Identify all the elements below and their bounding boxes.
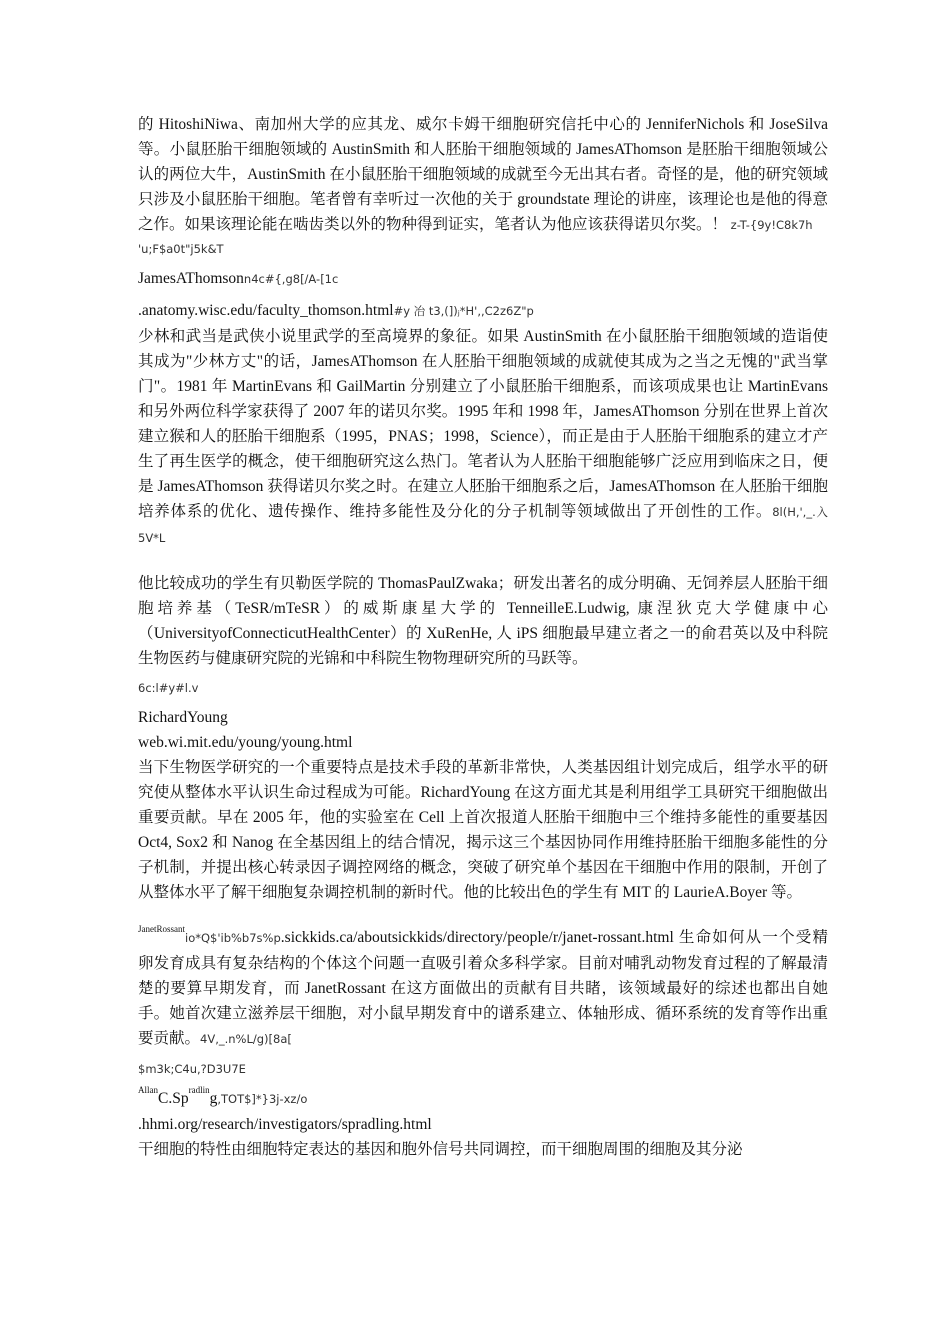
document-page [138,112,828,1162]
noise-line: 'u;F$a0t"j5k&T [138,242,224,256]
url-link[interactable]: .anatomy.wisc.edu/faculty_thomson.html [138,302,394,319]
noise-line: 6c:l#y#l.v [138,681,199,695]
name-fragment: C.Sp [158,1090,189,1107]
name-fragment: radlin [188,1085,210,1095]
spradling-name-line [138,1086,828,1112]
paragraph-thomson [138,324,828,551]
paragraph-niwa [138,112,828,238]
name-fragment: Allan [138,1085,158,1095]
paragraph-text: 的 HitoshiNiwa、南加州大学的应其龙、威尔卡姆干细胞研究信托中心的 JenniferNichols 和 JoseSilva 等。小鼠胚胎干细胞领域的 AustinSmith 和人胚胎干细胞领域的 JamesAThomson 是胚胎干细胞领域公认的两位大牛，AustinSmith 在小鼠胚胎干细胞领域的成就至今无出其右者。奇怪的是，他的研究领域只涉及小鼠胚胎干细胞。笔者曾有幸听过一次他的关于 groundstate 理论的讲座，该理论也是他的得意之作。如果该理论能在啮齿类以外的物种得到证实，笔者认为他应该获得诺贝尔奖。！ [138,116,828,233]
thomson-name-line [138,266,828,292]
noise-text: 4V,_.n%L/g)[8a[ [200,1032,292,1046]
noise-line: $m3k;C4u,?D3U7E [138,1062,246,1076]
noise-text: z-T-{9y!C8k7h [727,218,813,232]
noise-text: n4c#{,g8[/A-[1c [243,272,339,286]
name-fragment: g [209,1090,218,1107]
url-link[interactable]: .sickkids.ca/aboutsickkids/directory/people/r/janet-rossant.html [280,929,674,946]
spradling-url-line[interactable]: .hhmi.org/research/investigators/spradling.html [138,1116,432,1133]
paragraph-rossant [138,925,828,1052]
paragraph-text: 少林和武当是武侠小说里武学的至高境界的象征。如果 AustinSmith 在小鼠胚胎干细胞领域的造诣使其成为"少林方丈"的话，JamesAThomson 在人胚胎干细胞领域的成就使其成为之当之无愧的"武当掌门"。1981 年 MartinEvans 和 GailMartin 分别建立了小鼠胚胎干细胞系，而该项成果也让 MartinEvans 和另外两位科学家获得了 2007 年的诺贝尔奖。1995 年和 1998 年，JamesAThomson 分别在世界上首次建立猴和人的胚胎干细胞系（1995，PNAS；1998，Science），而正是由于人胚胎干细胞系的建立才产生了再生医学的概念，使干细胞研究这么热门。笔者认为人胚胎干细胞能够广泛应用到临床之日，便是 JamesAThomson 获得诺贝尔奖之时。在建立人胚胎干细胞系之后，JamesAThomson 在人胚胎干细胞培养体系的优化、遗传操作、维持多能性及分化的分子机制等领域做出了开创性的工作。 [138,328,828,520]
person-name: JamesAThomson [138,270,244,287]
noise-text: ,TOT$]*}3j-xz/o [217,1092,308,1106]
paragraph-students: 他比较成功的学生有贝勒医学院的 ThomasPaulZwaka；研发出著名的成分明确、无饲养层人胚胎干细胞培养基（TeSR/mTeSR）的威斯康星大学的 TenneilleE.Ludwig, 康涅狄克大学健康中心（UniversityofConnecticutHealthCenter）的 XuRenHe, 人 iPS 细胞最早建立者之一的俞君英以及中科院生物医药与健康研究院的光锦和中科院生物物理研究所的马跃等。 [138,575,828,667]
paragraph-text: 生命如何从一个受精卵发育成具有复杂结构的个体这个问题一直吸引着众多科学家。目前对哺乳动物发育过程的了解最清楚的要算早期发育，而 JanetRossant 在这方面做出的贡献有目共睹，该领域最好的综述也都出自她手。她首次建立滋养层干细胞，对小鼠早期发育中的谱系建立、体轴形成、循环系统的发育等作出重要贡献。 [138,929,828,1047]
paragraph-spradling: 干细胞的特性由细胞特定表达的基因和胞外信号共同调控，而干细胞周围的细胞及其分泌 [138,1141,743,1158]
person-name: JanetRossant [138,924,185,934]
thomson-url-line [138,298,828,324]
young-name-line: RichardYoung [138,709,228,726]
noise-text: 8l(H,',_.入 5V*L [138,505,828,545]
noise-text: io*Q$'ib%b7s%p [185,931,281,945]
paragraph-young: 当下生物医学研究的一个重要特点是技术手段的革新非常快，人类基因组计划完成后，组学水平的研究使从整体水平认识生命过程成为可能。RichardYoung 在这方面尤其是利用组学工具研究干细胞做出重要贡献。早在 2005 年，他的实验室在 Cell 上首次报道人胚胎干细胞中三个维持多能性的重要基因 Oct4, Sox2 和 Nanog 在全基因组上的结合情况，揭示这三个基因协同作用维持胚胎干细胞多能性的分子机制，并提出核心转录因子调控网络的概念，突破了研究单个基因在干细胞中作用的限制，开创了从整体水平了解干细胞复杂调控机制的新时代。他的比较出色的学生有 MIT 的 LaurieA.Boyer 等。 [138,759,828,901]
young-url-line[interactable]: web.wi.mit.edu/young/young.html [138,734,353,751]
noise-text: #y 冶 t3,(])ⱼ*H',,C2z6Z"p [393,304,534,318]
